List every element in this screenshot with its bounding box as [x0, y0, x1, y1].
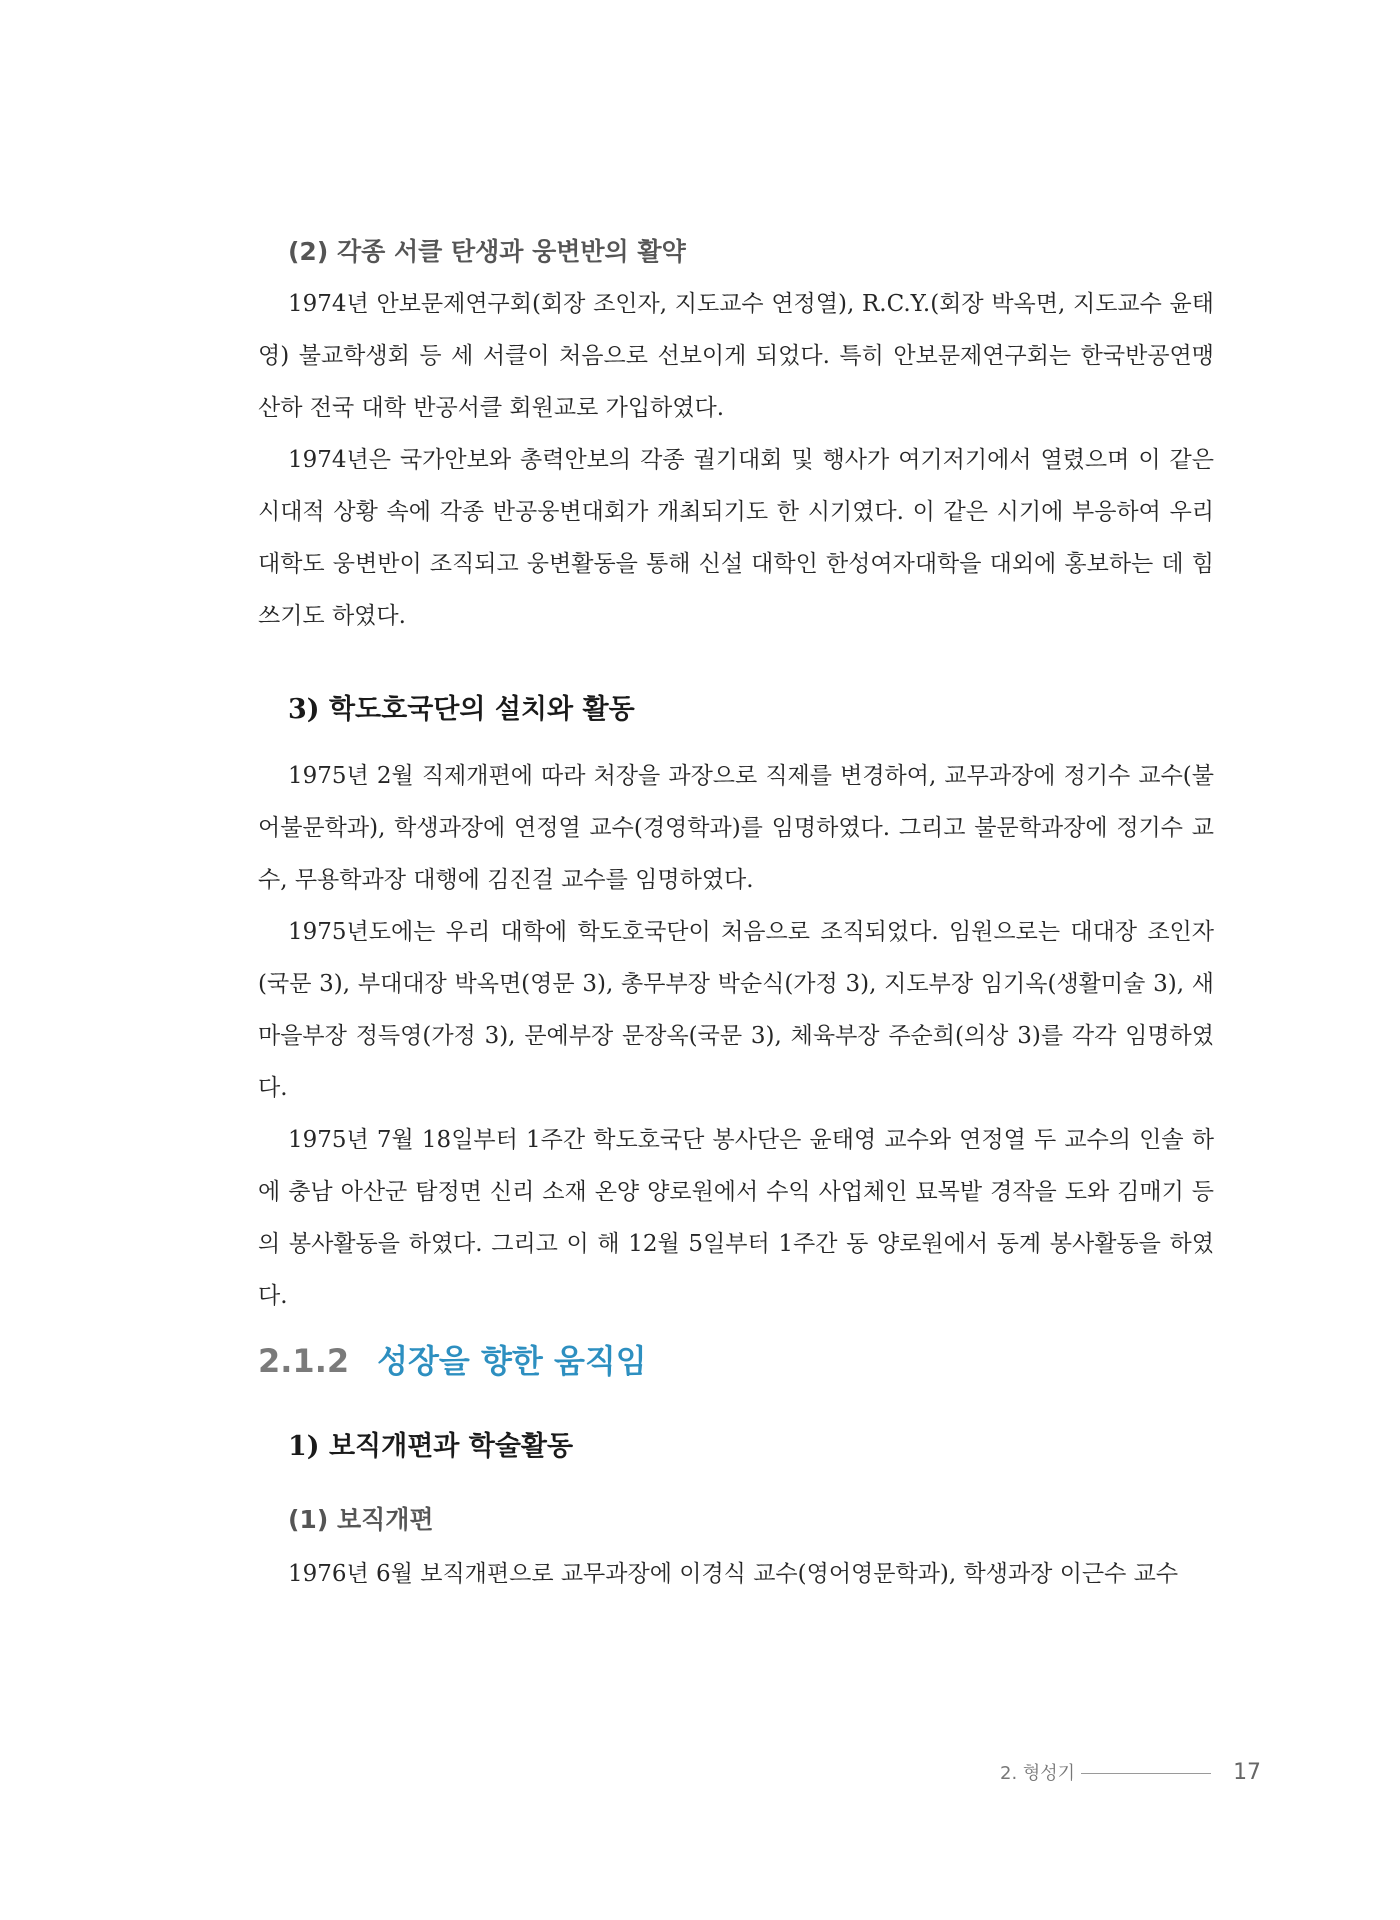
paragraph-corps-1: 1975년 2월 직제개편에 따라 처장을 과장으로 직제를 변경하여, 교무과장에 정기수 교수(불어불문학과), 학생과장에 연정열 교수(경영학과)를 임명하였다. 그리고 불문학과장에 정기수 교수, 무용학과장 대행에 김진걸 교수를 임명하였다.	[258, 763, 1214, 893]
page-footer	[1000, 1752, 1262, 1792]
paragraph-corps-2: 1975년도에는 우리 대학에 학도호국단이 처음으로 조직되었다. 임원으로는 대대장 조인자(국문 3), 부대대장 박옥면(영문 3), 총무부장 박순식(가정 3), 지도부장 임기옥(생활미술 3), 새마을부장 정득영(가정 3), 문예부장 문장옥(국문 3), 체육부장 주순희(의상 3)를 각각 임명하였다.	[258, 919, 1214, 1101]
section-heading-reorganization: 1) 보직개편과 학술활동	[288, 1431, 574, 1462]
paragraph-clubs-1: 1974년 안보문제연구회(회장 조인자, 지도교수 연정열), R.C.Y.(회장 박옥면, 지도교수 윤태영) 불교학생회 등 세 서클이 처음으로 선보이게 되었다. 특히 안보문제연구회는 한국반공연맹 산하 전국 대학 반공서클 회원교로 가입하였다.	[258, 291, 1214, 421]
chapter-heading	[258, 1336, 647, 1382]
subsection-heading-reorganization: (1) 보직개편	[288, 1505, 434, 1534]
subsection-heading-clubs: (2) 각종 서클 탄생과 웅변반의 활약	[288, 237, 686, 266]
paragraph-reorganization-1: 1976년 6월 보직개편으로 교무과장에 이경식 교수(영어영문학과), 학생과장 이근수 교수	[288, 1561, 1179, 1587]
page-number: 17	[1233, 1759, 1262, 1785]
paragraph-clubs-2: 1974년은 국가안보와 총력안보의 각종 궐기대회 및 행사가 여기저기에서 열렸으며 이 같은 시대적 상황 속에 각종 반공웅변대회가 개최되기도 한 시기였다. 이 같은 시기에 부응하여 우리 대학도 웅변반이 조직되고 웅변활동을 통해 신설 대학인 한성여자대학을 대외에 홍보하는 데 힘쓰기도 하였다.	[258, 447, 1214, 629]
footer-chapter-label: 2. 형성기	[1000, 1763, 1076, 1784]
chapter-number: 2.1.2	[258, 1342, 350, 1380]
section-heading-student-corps: 3) 학도호국단의 설치와 활동	[288, 694, 635, 725]
paragraph-corps-3: 1975년 7월 18일부터 1주간 학도호국단 봉사단은 윤태영 교수와 연정열 두 교수의 인솔 하에 충남 아산군 탐정면 신리 소재 온양 양로원에서 수익 사업체인 묘목밭 경작을 도와 김매기 등의 봉사활동을 하였다. 그리고 이 해 12월 5일부터 1주간 동 양로원에서 동계 봉사활동을 하였다.	[258, 1127, 1214, 1309]
chapter-title: 성장을 향한 움직임	[377, 1342, 647, 1380]
footer-rule	[1081, 1773, 1211, 1774]
